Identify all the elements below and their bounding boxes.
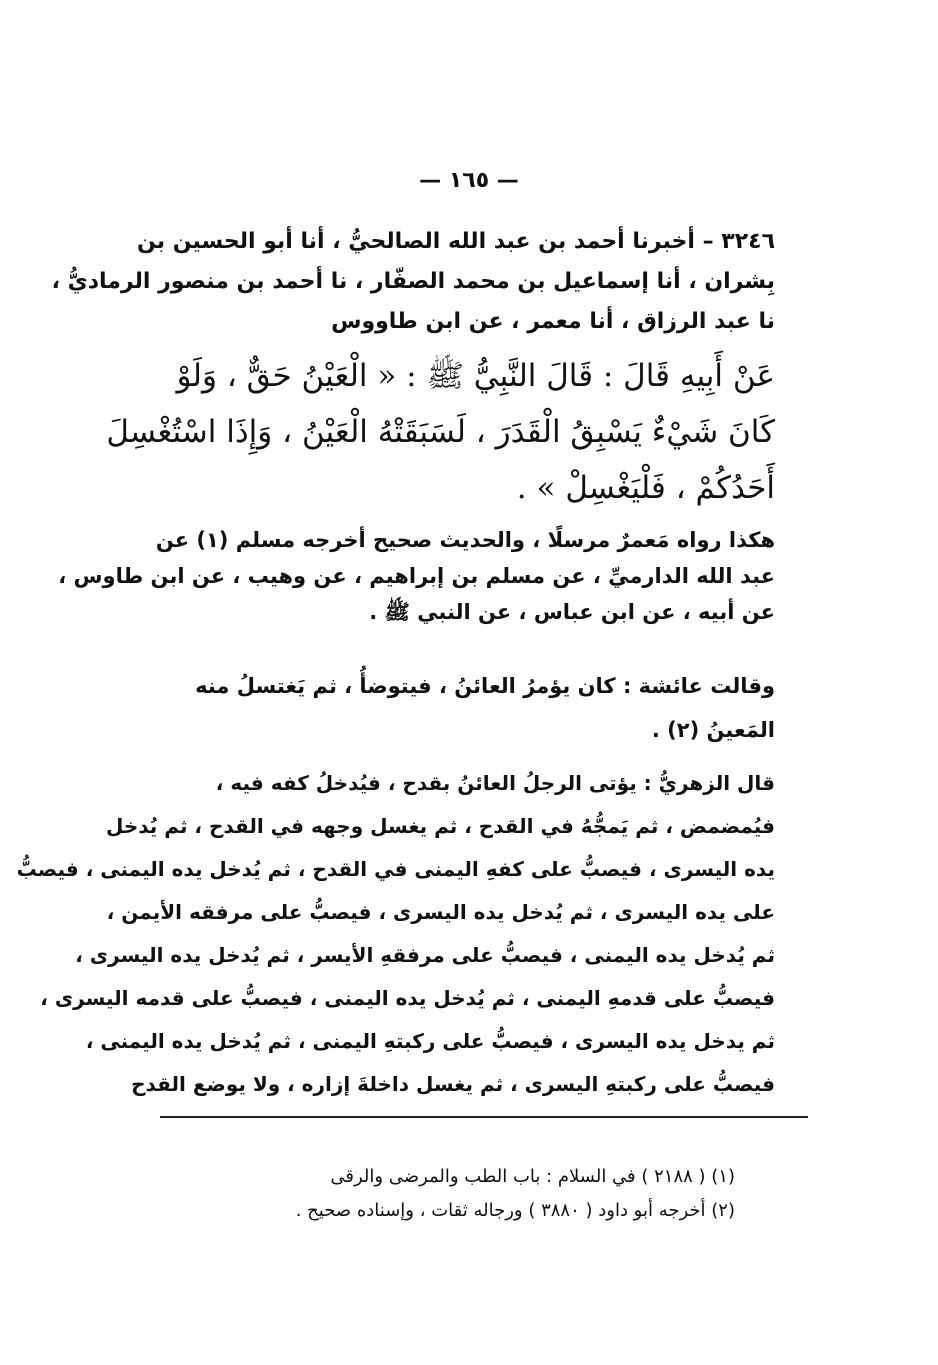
commentary-paragraph	[58, 522, 775, 630]
isnad-paragraph	[51, 222, 775, 342]
footnotes	[175, 1160, 735, 1228]
zuhri-line: قال الزهريُّ : يؤتى الرجلُ العائنُ بقدح ، فيُدخلُ كفه فيه ،	[215, 771, 775, 795]
zuhri-line: فيصبُّ على ركبتهِ اليسرى ، ثم يغسل داخلةَ إزاره ، ولا يوضع القدح	[131, 1072, 775, 1096]
aisha-line: المَعينُ (٢) .	[651, 718, 775, 742]
zuhri-line: فيصبُّ على قدمهِ اليمنى ، ثم يُدخل يده اليمنى ، فيصبُّ على قدمه اليسرى ،	[40, 986, 775, 1010]
isnad-line: نا عبد الرزاق ، أنا معمر ، عن ابن طاووس	[331, 309, 775, 334]
zuhri-line: ثم يدخل يده اليسرى ، فيصبُّ على ركبتهِ اليمنى ، ثم يُدخل يده اليمنى ،	[85, 1029, 775, 1053]
commentary-line: هكذا رواه مَعمرٌ مرسلًا ، والحديث صحيح أخرجه مسلم (١) عن	[155, 528, 775, 552]
footnote: (٢) أخرجه أبو داود ( ٣٨٨٠ ) ورجاله ثقات ، وإسناده صحيح .	[295, 1200, 735, 1221]
commentary-line: عبد الله الدارميِّ ، عن مسلم بن إبراهيم ، عن وهيب ، عن ابن طاوس ،	[58, 564, 775, 588]
hadith-line: كَانَ شَيْءٌ يَسْبِقُ الْقَدَرَ ، لَسَبَقَتْهُ الْعَيْنُ ، وَإِذَا اسْتُغْسِلَ	[106, 414, 775, 450]
zuhri-paragraph	[16, 762, 775, 1106]
aisha-paragraph	[155, 664, 775, 752]
footnote-divider	[160, 1116, 808, 1118]
zuhri-line: على يده اليسرى ، ثم يُدخل يده اليسرى ، فيصبُّ على مرفقه الأيمن ،	[106, 900, 775, 924]
zuhri-line: ثم يُدخل يده اليمنى ، فيصبُّ على مرفقهِ الأيسر ، ثم يُدخل يده اليسرى ،	[75, 943, 775, 967]
zuhri-line: يده اليسرى ، فيصبُّ على كفهِ اليمنى في القدح ، ثم يُدخل يده اليمنى ، فيصبُّ	[16, 857, 775, 881]
footnote: (١) ( ٢١٨٨ ) في السلام : باب الطب والمرضى والرقى	[330, 1166, 735, 1187]
hadith-text	[106, 348, 775, 516]
commentary-line: عن أبيه ، عن ابن عباس ، عن النبي ﷺ .	[369, 600, 775, 624]
aisha-line: وقالت عائشة : كان يؤمرُ العائنُ ، فيتوضأُ ، ثم يَغتسلُ منه	[195, 674, 775, 698]
page-number: — ١٦٥ —	[419, 168, 519, 193]
hadith-line: عَنْ أَبِيهِ قَالَ : قَالَ النَّبِيُّ ﷺ : « الْعَيْنُ حَقٌّ ، وَلَوْ	[176, 358, 775, 394]
hadith-line: أَحَدُكُمْ ، فَلْيَغْسِلْ » .	[516, 470, 775, 506]
zuhri-line: فيُمضمض ، ثم يَمجُّهُ في القدح ، ثم يغسل وجهه في القدح ، ثم يُدخل	[105, 814, 775, 838]
isnad-line: ٣٢٤٦ – أخبرنا أحمد بن عبد الله الصالحيُّ ، أنا أبو الحسين بن	[137, 229, 775, 254]
isnad-line: بِشران ، أنا إسماعيل بن محمد الصفّار ، نا أحمد بن منصور الرماديُّ ،	[51, 269, 775, 294]
